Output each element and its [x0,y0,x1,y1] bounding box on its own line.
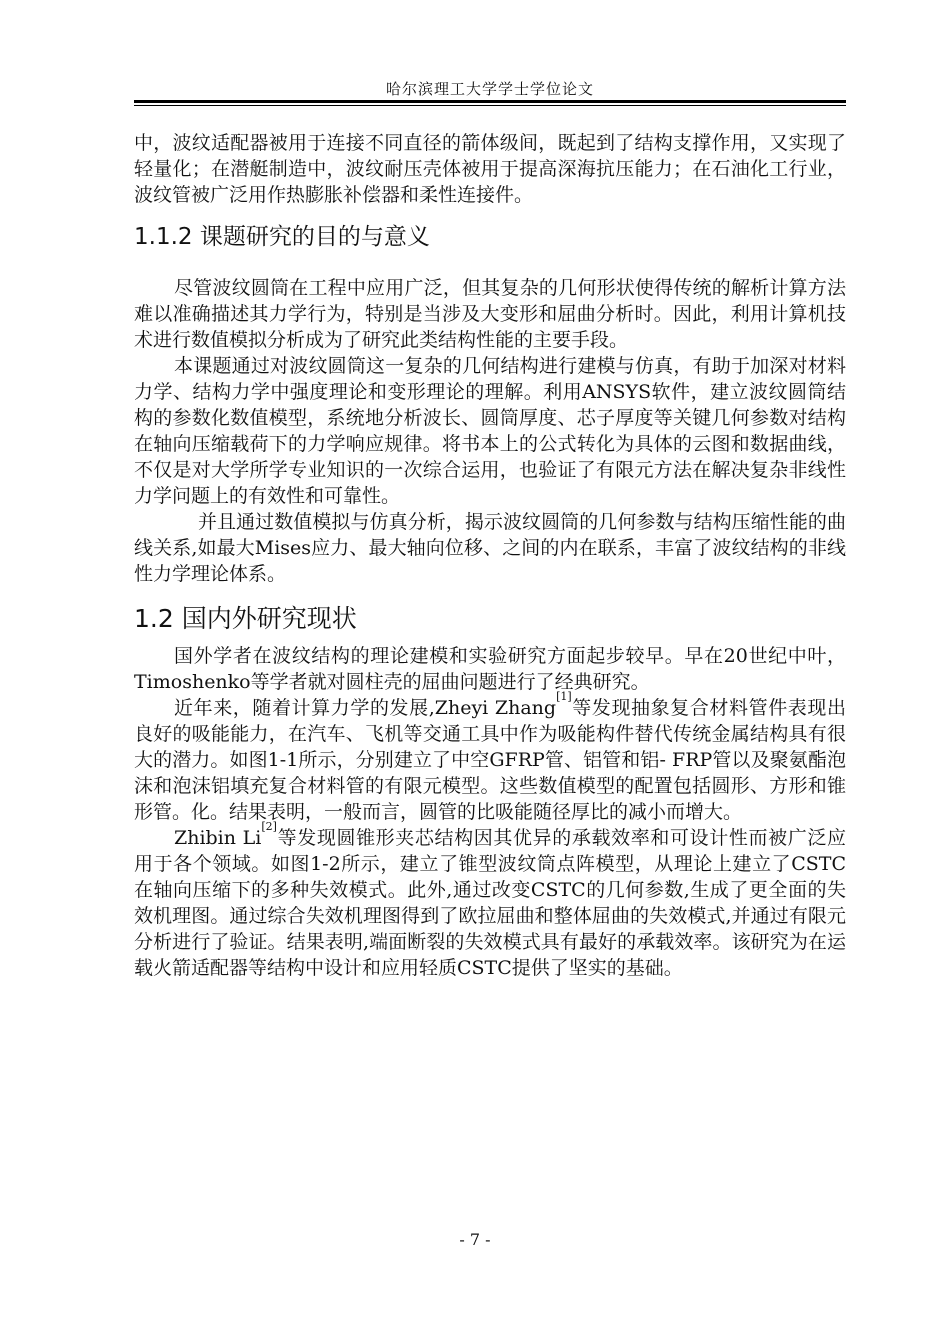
page-number: - 7 - [459,1230,491,1249]
citation-ref-2[interactable]: [2] [261,820,277,833]
page-body [134,130,846,981]
paragraph-research-1: 国外学者在波纹结构的理论建模和实验研究方面起步较早。早在20世纪中叶，Timoshenko等学者就对圆柱壳的屈曲问题进行了经典研究。 [134,645,846,693]
paragraph-text: 近年来，随着计算力学的发展,Zheyi Zhang [174,697,557,719]
paragraph-research-3 [134,820,846,981]
paragraph-purpose-3: 并且通过数值模拟与仿真分析，揭示波纹圆筒的几何参数与结构压缩性能的曲线关系,如最大Mises应力、最大轴向位移、之间的内在联系，丰富了波纹结构的非线性力学理论体系。 [134,511,846,585]
header-rule-thin [134,105,846,106]
paragraph-research-2 [134,690,846,825]
paragraph-continuation: 中，波纹适配器被用于连接不同直径的箭体级间，既起到了结构支撑作用，又实现了轻量化；在潜艇制造中，波纹耐压壳体被用于提高深海抗压能力；在石油化工行业，波纹管被广泛用作热膨胀补偿器和柔性连接件。 [134,132,846,206]
paragraph-text: Zhibin Li [174,827,262,849]
paragraph-purpose-2: 本课题通过对波纹圆筒这一复杂的几何结构进行建模与仿真，有助于加深对材料力学、结构力学中强度理论和变形理论的理解。利用ANSYS软件，建立波纹圆筒结构的参数化数值模型，系统地分析波长、圆筒厚度、芯子厚度等关键几何参数对结构在轴向压缩载荷下的力学响应规律。将书本上的公式转化为具体的云图和数据曲线，不仅是对大学所学专业知识的一次综合运用，也验证了有限元方法在解决复杂非线性力学问题上的有效性和可靠性。 [134,355,846,507]
running-header: 哈尔滨理工大学学士学位论文 [385,80,594,98]
paragraph-purpose-1: 尽管波纹圆筒在工程中应用广泛，但其复杂的几何形状使得传统的解析计算方法难以准确描述其力学行为，特别是当涉及大变形和屈曲分析时。因此，利用计算机技术进行数值模拟分析成为了研究此类结构性能的主要手段。 [134,277,846,351]
paragraph-text: 等发现抽象复合材料管件表现出良好的吸能能力，在汽车、飞机等交通工具中作为吸能构件替代传统金属结构具有很大的潜力。如图1-1所示，分别建立了中空GFRP管、铝管和铝- FRP管以及聚氨酯泡沫和泡沫铝填充复合材料管的有限元模型。这些数值模型的配置包括圆形、方形和锥形管。化。结果表明，一般而言，圆管的比吸能随径厚比的减小而增大。 [134,697,846,823]
paragraph-text: 等发现圆锥形夹芯结构因其优异的承载效率和可设计性而被广泛应用于各个领域。如图1-2所示，建立了锥型波纹筒点阵模型，从理论上建立了CSTC在轴向压缩下的多种失效模式。此外,通过改变CSTC的几何参数,生成了更全面的失效机理图。通过综合失效机理图得到了欧拉屈曲和整体屈曲的失效模式,并通过有限元分析进行了验证。结果表明,端面断裂的失效模式具有最好的承载效率。该研究为在运载火箭适配器等结构中设计和应用轻质CSTC提供了坚实的基础。 [134,827,846,979]
citation-ref-1[interactable]: [1] [556,690,572,703]
section-heading-1-2: 1.2 国内外研究现状 [134,604,357,633]
section-heading-1-1-2: 1.1.2 课题研究的目的与意义 [134,224,430,250]
header-rule-thick [134,100,846,103]
